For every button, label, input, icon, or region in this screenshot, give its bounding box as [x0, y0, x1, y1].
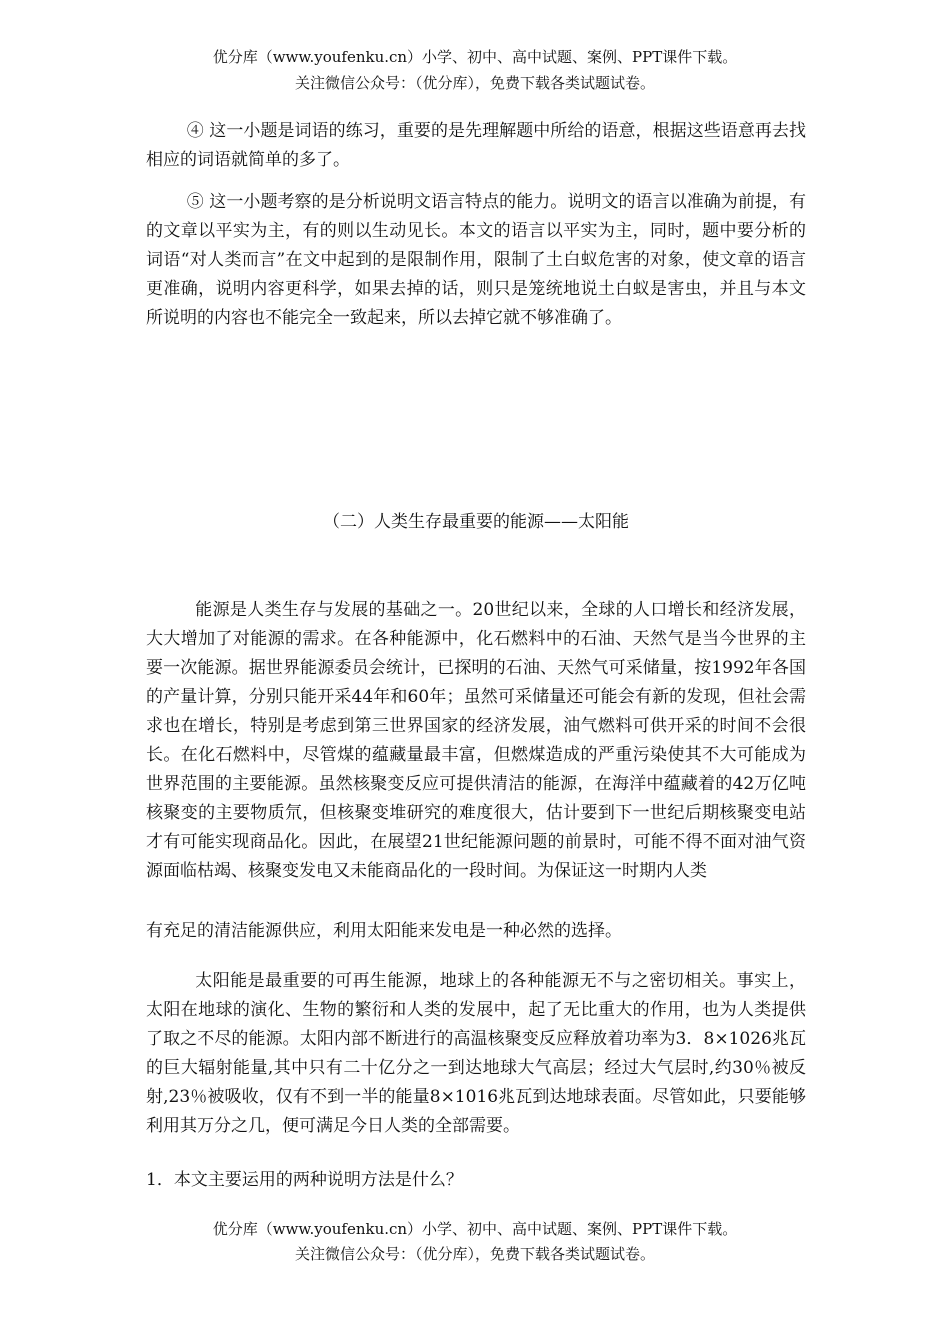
article-paragraph-2	[146, 967, 806, 1141]
question-1-block	[146, 1166, 806, 1195]
header-line-1: 优分库（www.youfenku.cn）小学、初中、高中试题、案例、PPT课件下载。	[212, 48, 738, 66]
article-para-1-text: 能源是人类生存与发展的基础之一。20世纪以来，全球的人口增长和经济发展，大大增加了对能源的需求。在各种能源中，化石燃料中的石油、天然气是当今世界的主要一次能源。据世界能源委员会统计，已探明的石油、天然气可采储量，按1992年各国的产量计算，分别只能开采44年和60年；虽然可采储量还可能会有新的发现，但社会需求也在增长，特别是考虑到第三世界国家的经济发展，油气燃料可供开采的时间不会很长。在化石燃料中，尽管煤的蕴藏量最丰富，但燃煤造成的严重污染使其不大可能成为世界范围的主要能源。虽然核聚变反应可提供清洁的能源，在海洋中蕴藏着的42万亿吨核聚变的主要物质氘，但核聚变堆研究的难度很大，估计要到下一世纪后期核聚变电站才有可能实现商品化。因此，在展望21世纪能源问题的前景时，可能不得不面对油气资源面临枯竭、核聚变发电又未能商品化的一段时间。为保证这一时期内人类	[146, 600, 806, 881]
answer-4-block	[146, 117, 806, 175]
question-1-text: 1．本文主要运用的两种说明方法是什么？	[146, 1170, 463, 1190]
article-para-2-text: 太阳能是最重要的可再生能源，地球上的各种能源无不与之密切相关。事实上，太阳在地球的演化、生物的繁衍和人类的发展中，起了无比重大的作用，也为人类提供了取之不尽的能源。太阳内部不断进行的高温核聚变反应释放着功率为3．8×1026兆瓦的巨大辐射能量,其中只有二十亿分之一到达地球大气高层；经过大气层时,约30％被反射,23％被吸收，仅有不到一半的能量8×1016兆瓦到达地球表面。尽管如此，只要能够利用其万分之几，便可满足今日人类的全部需要。	[146, 971, 806, 1136]
article-para-1-cont-text: 有充足的清洁能源供应，利用太阳能来发电是一种必然的选择。	[146, 921, 622, 941]
answer-5-text: ⑤ 这一小题考察的是分析说明文语言特点的能力。说明文的语言以准确为前提，有的文章以平实为主，有的则以生动见长。本文的语言以平实为主，同时，题中要分析的词语“对人类而言”在文中起到的是限制作用，限制了土白蚁危害的对象，使文章的语言更准确，说明内容更科学，如果去掉的话，则只是笼统地说土白蚁是害虫，并且与本文所说明的内容也不能完全一致起来，所以去掉它就不够准确了。	[146, 192, 806, 328]
answer-5-block	[146, 188, 806, 333]
footer-line-2: 关注微信公众号：（优分库），免费下载各类试题试卷。	[294, 1245, 655, 1263]
article-paragraph-1	[146, 596, 806, 886]
section-title: （二）人类生存最重要的能源——太阳能	[323, 512, 629, 532]
answer-4-text: ④ 这一小题是词语的练习，重要的是先理解题中所给的语意，根据这些语意再去找相应的词语就简单的多了。	[146, 121, 806, 170]
article-paragraph-1-continued	[146, 917, 806, 946]
header-line-2: 关注微信公众号：（优分库），免费下载各类试题试卷。	[294, 74, 655, 92]
footer-line-1: 优分库（www.youfenku.cn）小学、初中、高中试题、案例、PPT课件下载。	[212, 1220, 738, 1238]
